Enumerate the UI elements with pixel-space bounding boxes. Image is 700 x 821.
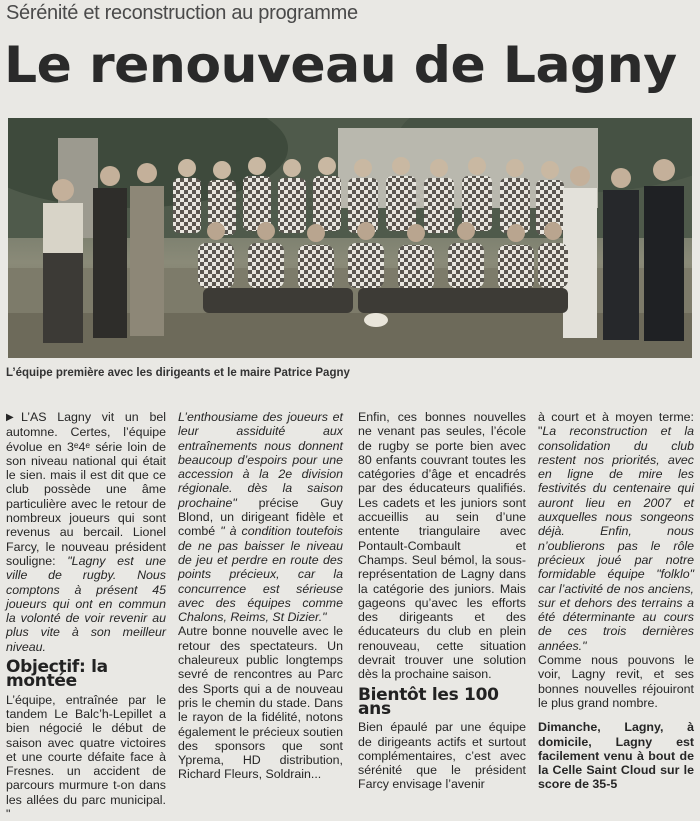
headline: Le renouveau de Lagny [4, 36, 677, 94]
article-column-1 [6, 410, 166, 821]
article-paragraph: L’équipe, entraînée par le tandem Le Balc’h-Lepillet a bien négocié le début de saison avec quatre victoires et une courte défaite face à Fresnes. un accident de parcours murmure t-on dans les allées du parc municipal. " [6, 692, 166, 821]
article-quote: La reconstruction et la consolidation du club restent nos priorités, avec en ligne de mire les festivités du centenaire qui auront lieu en 2007 et auxquelles nous songeons déjà. Enfin, nous n’oublierons pas le rôle précieux joué par notre formidable équipe "folklo" car l’activité de nos anciens, sur et dehors des terrains a été déterminante au cours de ces trois dernières années." [538, 424, 694, 653]
article-text: précise Guy Blond, un dirigeant fidèle et combé [178, 495, 343, 539]
kicker: Sérénité et reconstruction au programme [6, 2, 358, 24]
article-paragraph: Bien épaulé par une équipe de dirigeants actifs et surtout complémentaires, c’est avec sérénité que le président Farcy envisage l’avenir [358, 720, 526, 792]
team-photo-illustration [8, 118, 692, 358]
match-result: Dimanche, Lagny, à domicile, Lagny est facilement venu à bout de la Celle Saint Cloud sur le score de 35-5 [538, 720, 694, 792]
subheading-objectif: Objectif: la montée [6, 657, 108, 692]
article-quote: " à condition toutefois de ne pas baisser le niveau de jeu et perdre en route des points précieux, car la concurrence est sérieuse avec des équipes comme Chalons, Reims, St Dizier." [178, 524, 343, 625]
article-quote: L’enthousiame des joueurs et leur assiduité aux entraînements nous donnent beaucoup d’espoirs pour une accession à la 2e division régionale. dès la saison prochaine" [178, 410, 343, 510]
photo-caption: L’équipe première avec les dirigeants et le maire Patrice Pagny [6, 367, 350, 379]
subheading-centenaire: Bientôt les 100 ans [358, 684, 499, 719]
article-column-2 [178, 410, 343, 782]
lead-arrow-icon: ▶ [6, 412, 22, 423]
article-paragraph: Enfin, ces bonnes nouvelles ne venant pas seules, l’école de rugby se porte bien avec 80 enfants couvrant toutes les catégories d’âge et encadrés par des éducateurs qualifiés. Les cadets et les juniors sont accueillis au sein d’une entente triangulaire avec Pontault-Combault et Champs. Seul bémol, la sous-représentation de Lagny dans la catégorie des juniors. Mais gageons qu’avec les efforts des dirigeants et des éducateurs du club en plein renouveau, cette situation devrait trouver une solution dès la prochaine saison. [358, 410, 526, 682]
article-quote: "Lagny est une ville de rugby. Nous comptons à présent 45 joueurs qui ont en commun la volonté de voir revenir au plus vite à son meilleur niveau. [6, 553, 166, 654]
team-photo [8, 118, 692, 358]
article-column-3 [358, 410, 526, 792]
article-paragraph: Comme nous pouvons le voir, Lagny revit, et ses bonnes nouvelles réjouiront le plus grand nombre. [538, 653, 694, 710]
article-lead: L’AS Lagny vit un bel automne. Certes, l’équipe évolue en 3ᵉ4ᵉ série loin de son niveau national qui était le sien. mais il est dit que ce club possède une âme particulière avec le retour de nombreux joueurs qui sont revenus au bercail. Lionel Farcy, le nouveau président souligne: [6, 410, 166, 568]
article-paragraph: Autre bonne nouvelle avec le retour des spectateurs. Un chaleureux public longtemps sevré de rencontres au Parc des Sports qui a de nouveau pris le chemin du stade. Dans le rayon de la fidélité, notons également le précieux soutien des sponsors que sont Yprema, HD distribution, Richard Fleurs, Soldrain... [178, 624, 343, 782]
article-text: à court et à moyen terme: " [538, 410, 694, 439]
article-column-4 [538, 410, 694, 792]
